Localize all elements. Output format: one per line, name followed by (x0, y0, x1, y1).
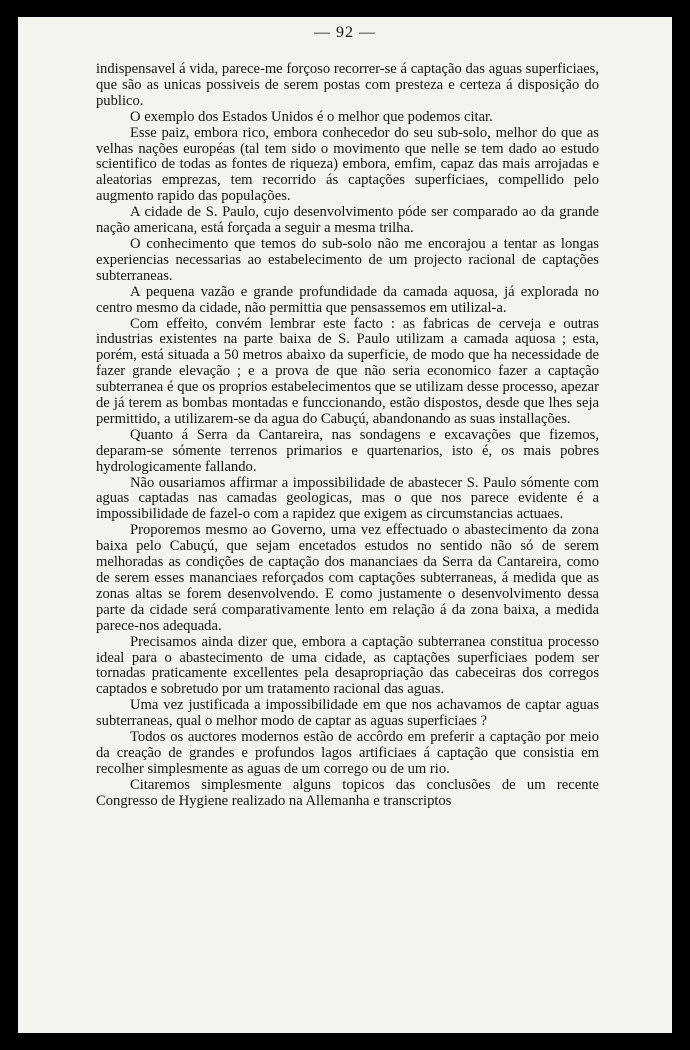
paragraph-4: A cidade de S. Paulo, cujo desenvolvimento póde ser comparado ao da grande nação americana, está forçada a seguir a mesma trilha. (96, 204, 599, 237)
paragraph-11: Precisamos ainda dizer que, embora a captação subterranea constitua processo ideal para o abastecimento de uma cidade, as captações superficiaes podem ser tornadas praticamente excellentes pela desapropriação das cabeceiras dos corregos captados e sobretudo por um tratamento racional das aguas. (96, 633, 599, 698)
document-page (18, 17, 672, 1033)
paragraph-9: Não ousariamos affirmar a impossibilidade de abastecer S. Paulo sómente com aguas captadas nas camadas geologicas, mas o que nos parece evidente é a impossibilidade de fazel-o com a rapidez que exigem as circumstancias actuaes. (96, 474, 599, 523)
paragraph-5: O conhecimento que temos do sub-solo não me encorajou a tentar as longas experiencias necessarias ao estabelecimento de um projecto racional de captações subterraneas. (96, 235, 599, 284)
paragraph-14: Citaremos simplesmente alguns topicos das conclusões de um recente Congresso de Hygiene realizado na Allemanha e transcriptos (96, 776, 599, 809)
page-number: — 92 — (314, 24, 376, 41)
paragraph-13: Todos os auctores modernos estão de accôrdo em preferir a captação por meio da creação de grandes e profundos lagos artificiaes á captação que consistia em recolher simplesmente as aguas de um corrego ou de um rio. (96, 729, 599, 777)
paragraph-1: indispensavel á vida, parece-me forçoso recorrer-se á captação das aguas superficiaes, que são as unicas possiveis de serem postas com presteza e certeza á disposição do publico. (96, 61, 599, 109)
paragraph-10: Proporemos mesmo ao Governo, uma vez effectuado o abastecimento da zona baixa pelo Cabuçú, que sejam encetados estudos no sentido não só de serem melhoradas as condições de captação dos mananciaes da Serra da Cantareira, como de serem esses mananciaes reforçados com captações subterraneas, á medida que as zonas altas se forem desenvolvendo. E como justamente o desenvolvimento dessa parte da cidade será comparativamente lento em relação á da zona baixa, a medida parece-nos adequada. (96, 522, 599, 634)
paragraph-2: O exemplo dos Estados Unidos é o melhor que podemos citar. (130, 108, 493, 125)
paragraph-12: Uma vez justificada a impossibilidade em que nos achavamos de captar aguas subterraneas, qual o melhor modo de captar as aguas superficiaes ? (96, 697, 599, 730)
paragraph-8: Quanto á Serra da Cantareira, nas sondagens e excavações que fizemos, deparam-se sómente terrenos primarios e quartenarios, isto é, os mais pobres hydrologicamente fallando. (96, 426, 599, 475)
body-text (96, 62, 599, 810)
paragraph-7: Com effeito, convém lembrar este facto : as fabricas de cerveja e outras industrias existentes na parte baixa de S. Paulo utilizam a camada aquosa ; esta, porém, está situada a 50 metros abaixo da superficie, de modo que ha necessidade de fazer grande elevação ; e a prova de que não seria economico fazer a captação subterranea é que os proprios estabelecimentos que se utilizam desse processo, apezar de já terem as bombas montadas e funccionando, estão dispostos, desde que lhes seja permittido, a utilizarem-se da agua do Cabuçú, abandonando as suas installações. (96, 315, 599, 427)
paragraph-6: A pequena vazão e grande profundidade da camada aquosa, já explorada no centro mesmo da cidade, não permittia que pensassemos em utilizal-a. (96, 283, 599, 316)
paragraph-3: Esse paiz, embora rico, embora conhecedor do seu sub-solo, melhor do que as velhas nações européas (tal tem sido o movimento que nelle se tem dado ao estudo scientifico de todas as fontes de riqueza) embora, emfim, capaz das mais arrojadas e aleatorias emprezas, tem recorrido ás captações superficiaes, compellido pelo augmento rapido das populações. (96, 124, 599, 205)
